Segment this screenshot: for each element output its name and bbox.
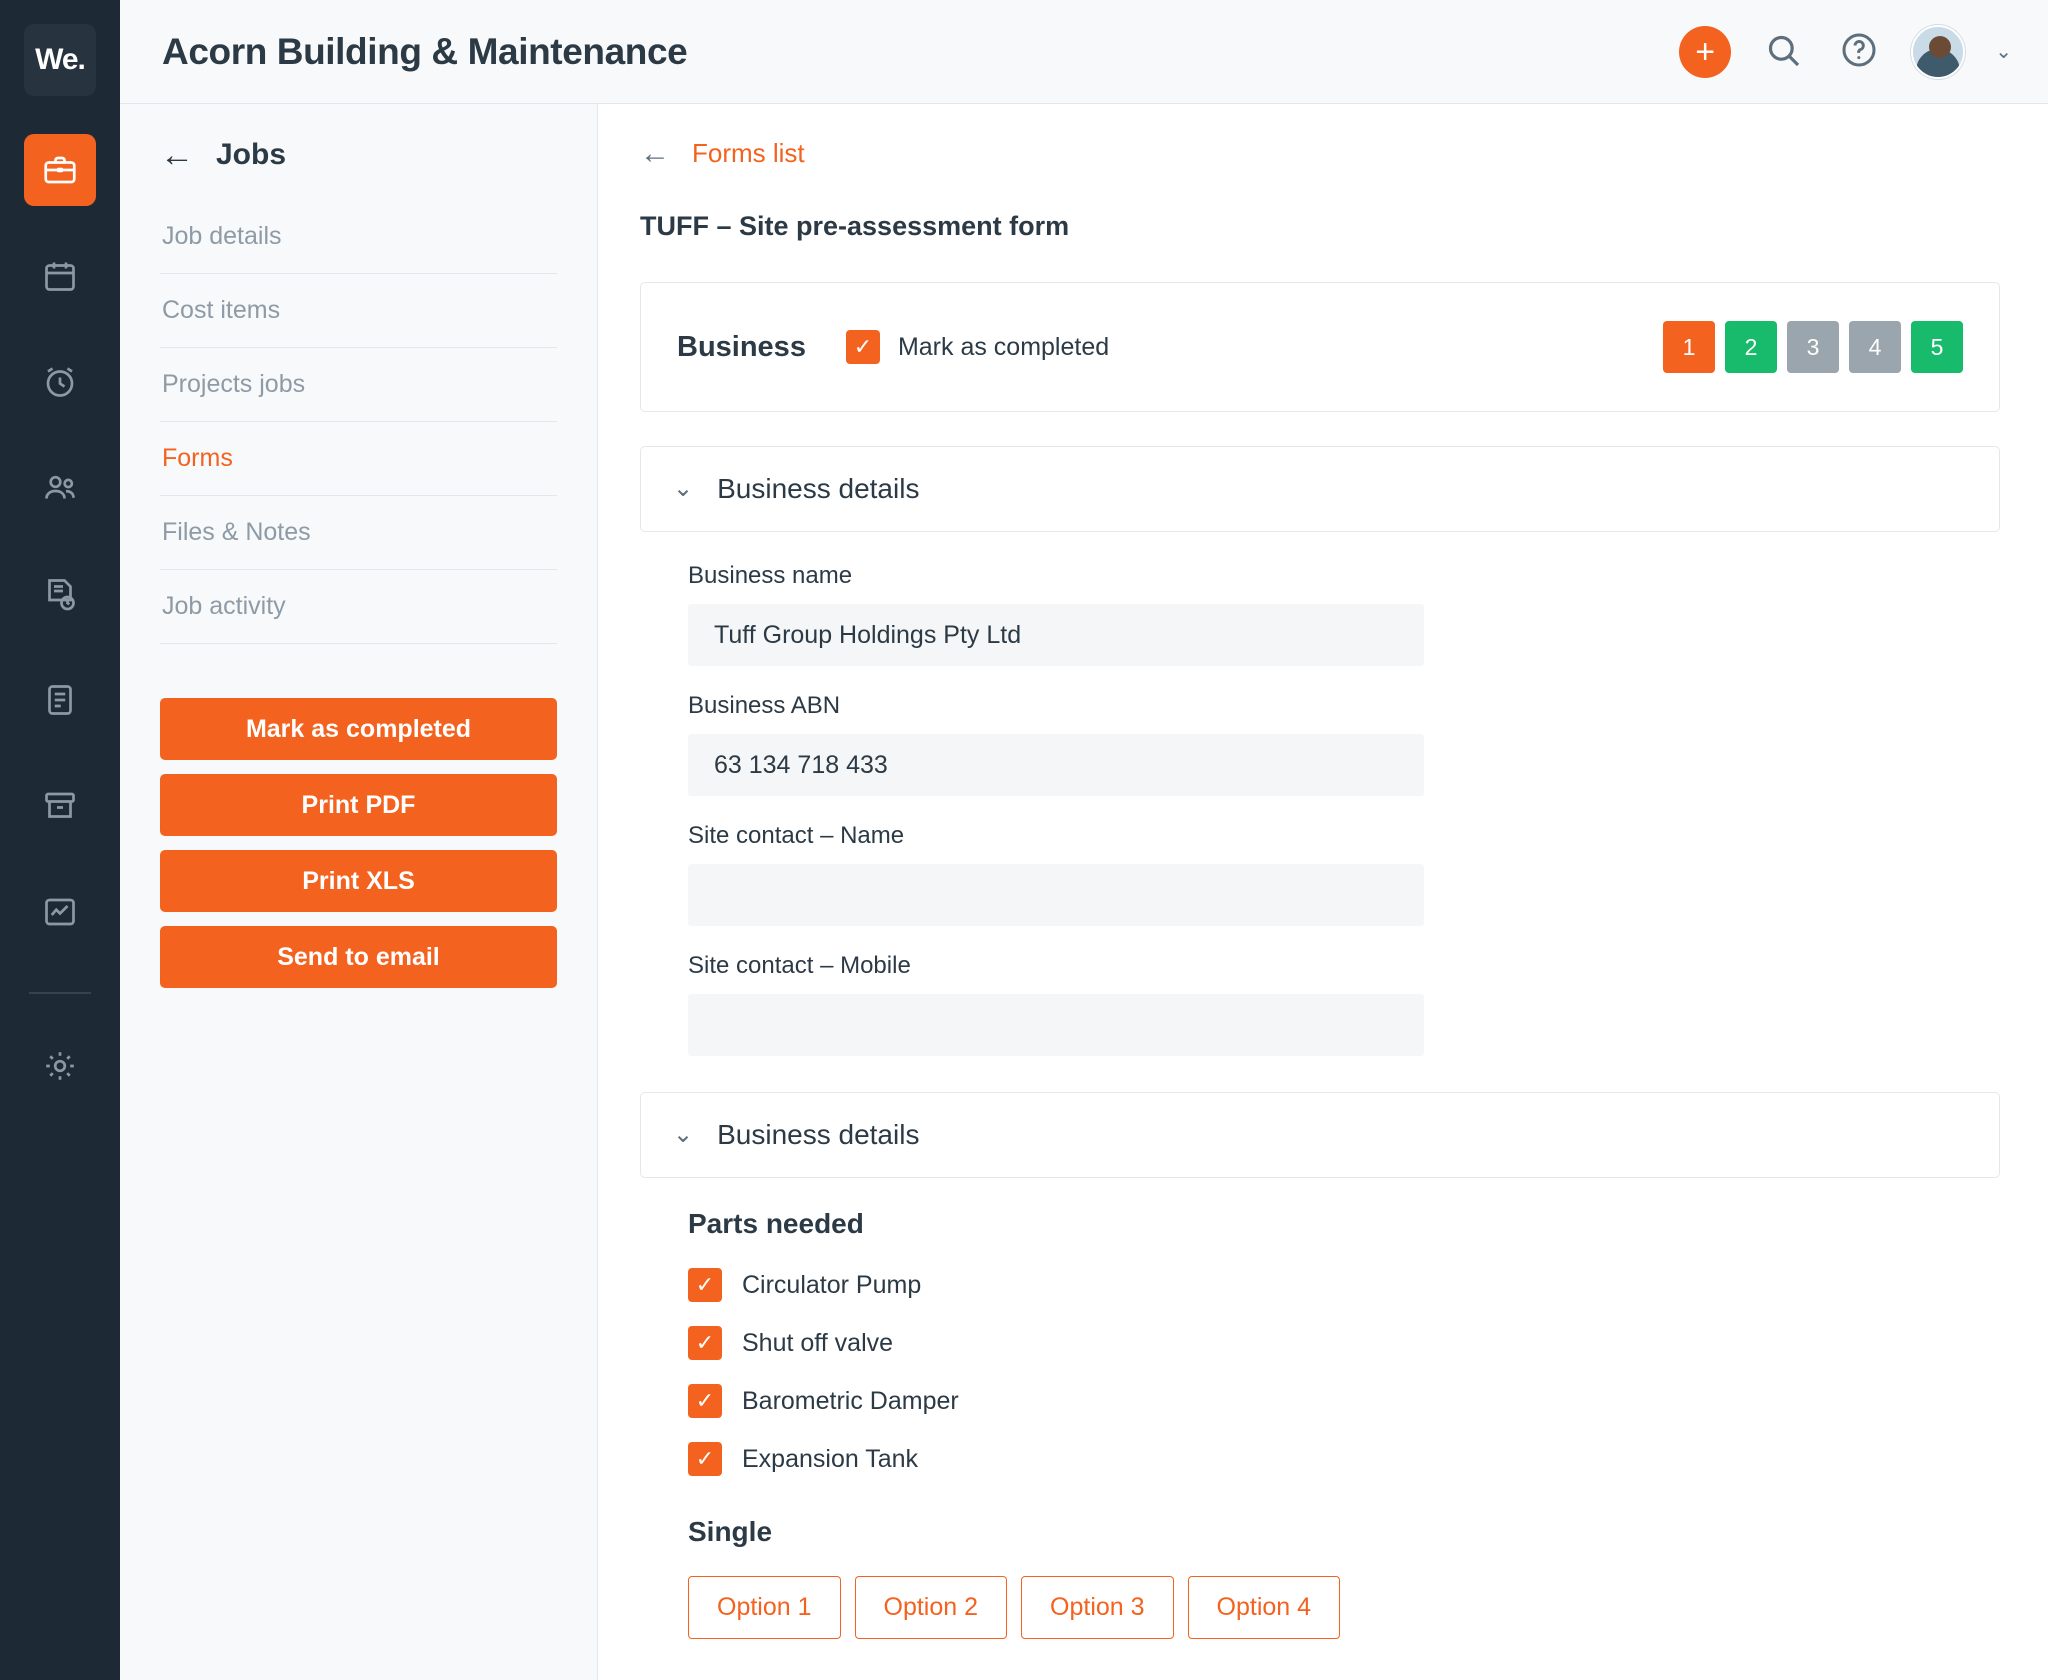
- sidebar-item-projects-jobs[interactable]: Projects jobs: [160, 348, 557, 422]
- option-1-button[interactable]: Option 1: [688, 1576, 841, 1639]
- option-3-button[interactable]: Option 3: [1021, 1576, 1174, 1639]
- field-label: Site contact – Name: [688, 822, 905, 849]
- print-xls-button[interactable]: Print XLS: [160, 850, 557, 912]
- sidebar-item-forms[interactable]: Forms: [160, 422, 557, 496]
- analytics-icon: [42, 894, 78, 930]
- add-button[interactable]: +: [1679, 26, 1731, 78]
- site-contact-mobile-input[interactable]: [688, 994, 1424, 1056]
- sidebar-heading: Jobs: [216, 138, 287, 171]
- mark-as-completed-checkbox[interactable]: [846, 330, 1109, 364]
- search-icon: [1763, 30, 1803, 73]
- forms-list-label: Forms list: [692, 138, 805, 168]
- alarm-clock-icon: [42, 364, 78, 400]
- search-button[interactable]: [1759, 28, 1807, 76]
- parts-needed-title: Parts needed: [688, 1208, 864, 1239]
- avatar[interactable]: [1911, 25, 1965, 79]
- document-icon: [42, 682, 78, 718]
- forms-list-link[interactable]: [640, 138, 2000, 169]
- briefcase-icon: [42, 152, 78, 188]
- sidebar-item-reports[interactable]: [24, 876, 96, 948]
- sidebar-item-contacts[interactable]: [24, 452, 96, 524]
- sidebar-item-calendar[interactable]: [24, 240, 96, 312]
- sidebar-item-archive[interactable]: [24, 770, 96, 842]
- checkbox-checked-icon: ✓: [688, 1326, 722, 1360]
- form-title: TUFF – Site pre-assessment form: [640, 211, 1070, 241]
- part-checkbox-circulator-pump[interactable]: [688, 1268, 2000, 1302]
- field-business-name: [688, 562, 2000, 666]
- quote-clock-icon: [42, 576, 78, 612]
- chevron-down-icon: ⌄: [673, 475, 694, 502]
- form-content: [598, 104, 2048, 1680]
- send-to-email-button[interactable]: Send to email: [160, 926, 557, 988]
- field-site-contact-name: [688, 822, 2000, 926]
- page-pager: [1663, 321, 1963, 373]
- content-body: [120, 104, 2048, 1680]
- option-2-button[interactable]: Option 2: [855, 1576, 1008, 1639]
- site-contact-name-input[interactable]: [688, 864, 1424, 926]
- sidebar-actions: [160, 698, 557, 988]
- business-summary-card: [640, 282, 2000, 412]
- sidebar-item-settings[interactable]: [24, 1030, 96, 1102]
- chevron-down-icon[interactable]: ⌄: [1995, 41, 2012, 63]
- checkbox-checked-icon: ✓: [688, 1442, 722, 1476]
- print-pdf-button[interactable]: Print PDF: [160, 774, 557, 836]
- people-icon: [42, 470, 78, 506]
- parts-needed-block: [640, 1208, 2000, 1639]
- calendar-icon: [42, 258, 78, 294]
- single-title: Single: [688, 1516, 773, 1547]
- checkbox-checked-icon: ✓: [688, 1268, 722, 1302]
- section-header-business-details-2[interactable]: [640, 1092, 2000, 1178]
- sidebar-item-quotes[interactable]: [24, 558, 96, 630]
- part-checkbox-barometric-damper[interactable]: [688, 1384, 2000, 1418]
- chevron-down-icon: ⌄: [673, 1121, 694, 1148]
- business-details-fields: [640, 562, 2000, 1056]
- top-bar-actions: [1679, 25, 2012, 79]
- field-label: Business name: [688, 562, 853, 589]
- field-label: Site contact – Mobile: [688, 952, 911, 979]
- arrow-left-icon: ←: [160, 136, 194, 174]
- part-label: Expansion Tank: [742, 1444, 919, 1473]
- main-column: [120, 0, 2048, 1680]
- part-label: Circulator Pump: [742, 1270, 922, 1299]
- sidebar-item-job-details[interactable]: Job details: [160, 200, 557, 274]
- page-title: Acorn Building & Maintenance: [162, 30, 688, 72]
- part-label: Shut off valve: [742, 1328, 894, 1357]
- help-button[interactable]: [1835, 28, 1883, 76]
- page-chip-3[interactable]: 3: [1787, 321, 1839, 373]
- page-chip-5[interactable]: 5: [1911, 321, 1963, 373]
- part-label: Barometric Damper: [742, 1386, 959, 1415]
- section-title: Business details: [717, 473, 920, 504]
- page-chip-4[interactable]: 4: [1849, 321, 1901, 373]
- sidebar-item-files-notes[interactable]: Files & Notes: [160, 496, 557, 570]
- business-name-input[interactable]: [688, 604, 1424, 666]
- primary-nav-rail: [0, 0, 120, 1680]
- sidebar-item-invoices[interactable]: [24, 664, 96, 736]
- gear-icon: [42, 1048, 78, 1084]
- field-business-abn: [688, 692, 2000, 796]
- field-label: Business ABN: [688, 692, 841, 719]
- business-label: Business: [677, 330, 806, 363]
- checkbox-checked-icon: ✓: [846, 330, 880, 364]
- sidebar-item-timer[interactable]: [24, 346, 96, 418]
- part-checkbox-shut-off-valve[interactable]: [688, 1326, 2000, 1360]
- archive-icon: [42, 788, 78, 824]
- part-checkbox-expansion-tank[interactable]: [688, 1442, 2000, 1476]
- arrow-left-icon: ←: [640, 136, 670, 170]
- rail-divider: [29, 992, 91, 994]
- single-options: [688, 1576, 2000, 1639]
- section-title: Business details: [717, 1119, 920, 1150]
- back-to-jobs[interactable]: [160, 138, 557, 172]
- page-chip-2[interactable]: 2: [1725, 321, 1777, 373]
- app-logo[interactable]: We.: [24, 24, 96, 96]
- option-4-button[interactable]: Option 4: [1188, 1576, 1341, 1639]
- mark-as-completed-button[interactable]: Mark as completed: [160, 698, 557, 760]
- top-bar: [120, 0, 2048, 104]
- checkbox-checked-icon: ✓: [688, 1384, 722, 1418]
- business-abn-input[interactable]: [688, 734, 1424, 796]
- sidebar-item-job-activity[interactable]: Job activity: [160, 570, 557, 644]
- field-site-contact-mobile: [688, 952, 2000, 1056]
- mark-as-completed-label: Mark as completed: [897, 332, 1110, 361]
- avatar-head: [1929, 36, 1951, 58]
- sidebar-item-jobs[interactable]: [24, 134, 96, 206]
- sidebar-item-cost-items[interactable]: Cost items: [160, 274, 557, 348]
- section-header-business-details-1[interactable]: [640, 446, 2000, 532]
- page-chip-1[interactable]: 1: [1663, 321, 1715, 373]
- help-icon: [1839, 30, 1879, 73]
- job-sidebar: [120, 104, 598, 1680]
